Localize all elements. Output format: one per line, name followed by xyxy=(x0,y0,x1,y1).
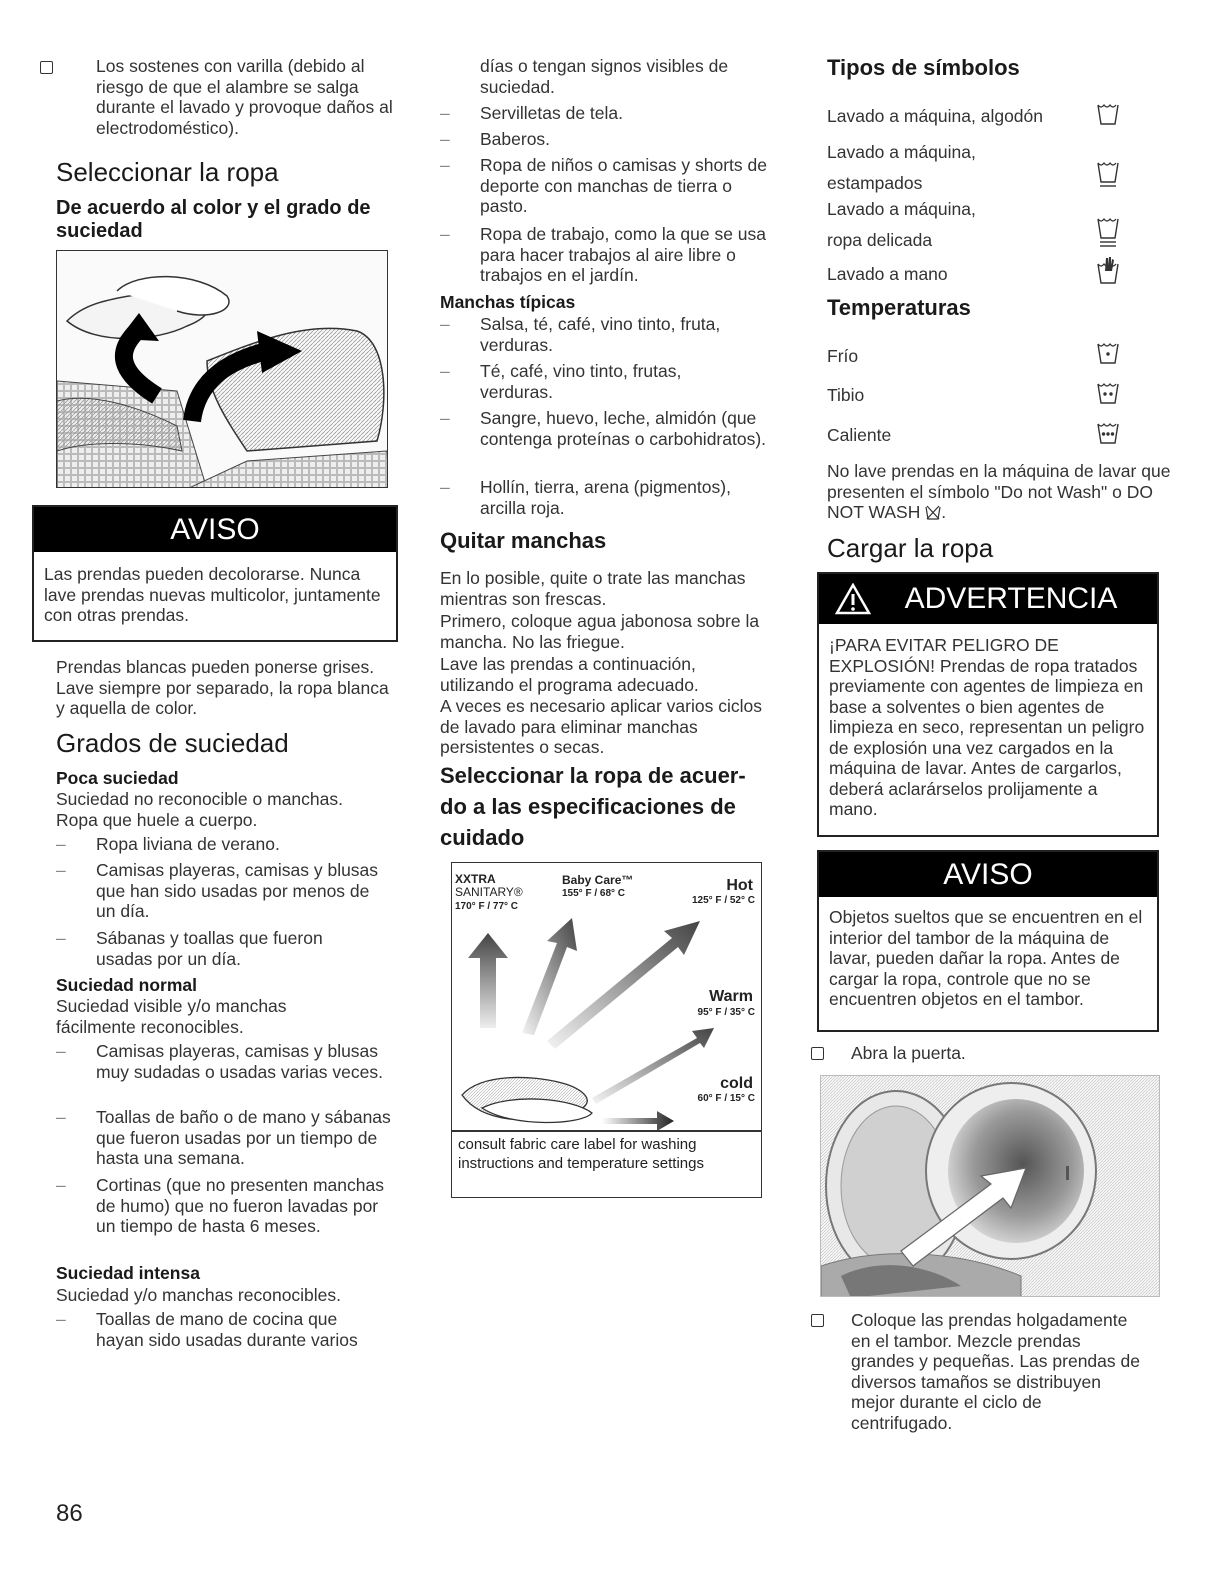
heading-temperatures: Temperaturas xyxy=(827,295,971,320)
notice-title: AVISO xyxy=(34,507,396,552)
notice-box-aviso xyxy=(32,505,398,642)
washtub-permanent-press-icon xyxy=(1097,160,1119,188)
label-hot: Hot xyxy=(726,877,753,894)
symbol-label: Lavado a máquina, estampados xyxy=(827,142,976,193)
hand-wash-icon xyxy=(1097,255,1119,285)
paragraph-light-soil: Suciedad no reconocible o manchas. Ropa que huele a cuerpo. xyxy=(56,789,343,830)
washtub-cotton-icon xyxy=(1097,102,1119,126)
symbol-label: Lavado a máquina, ropa delicada xyxy=(827,199,976,250)
temp-label-warm: Tibio xyxy=(827,385,865,405)
notice-text: Objetos sueltos que se encuentren en el interior del tambor de la máquina de lavar, pueden dañar la ropa. Antes de cargar la ropa, controle que no se encuentren objetos en el tambor. xyxy=(829,907,1143,1009)
temp-sanitary: 170° F / 77° C xyxy=(455,901,519,912)
checkbox-bullet-icon xyxy=(40,61,53,74)
warning-title: ADVERTENCIA xyxy=(904,582,1118,615)
temp-cold: 60° F / 15° C xyxy=(697,1093,755,1104)
heading-by-color: De acuerdo al color y el grado de suciedad xyxy=(56,197,371,242)
washtub-two-dots-icon xyxy=(1097,381,1119,405)
warning-triangle-icon xyxy=(835,583,871,615)
do-not-wash-icon xyxy=(925,504,941,520)
paragraph: A veces es necesario aplicar varios ciclos de lavado para eliminar manchas persistentes o secas. xyxy=(440,696,762,757)
heading-load-clothes: Cargar la ropa xyxy=(827,533,994,563)
label-warm: Warm xyxy=(709,988,753,1005)
washtub-delicate-icon xyxy=(1097,216,1119,248)
paragraph-normal-soil: Suciedad visible y/o manchas fácilmente reconocibles. xyxy=(56,996,287,1037)
warning-text: ¡PARA EVITAR PELIGRO DE EXPLOSIÓN! Prendas de ropa tratados previamente con agentes de limpieza en base a solventes o bien agentes de limpieza en seco, representan un peligro de explosión una vez cargados en la máquina de lavar. Antes de cargarlos, deberá aclarárselos prolijamente a mano. xyxy=(829,635,1145,819)
symbol-label: Lavado a mano xyxy=(827,264,948,284)
temp-label-hot: Caliente xyxy=(827,425,892,445)
care-caption: consult fabric care label for washing instructions and temperature settings xyxy=(458,1136,704,1172)
warning-box xyxy=(817,572,1159,837)
temp-label-cold: Frío xyxy=(827,346,859,366)
temp-babycare: 155° F / 68° C xyxy=(562,888,626,899)
temp-hot: 125° F / 52° C xyxy=(691,895,755,906)
paragraph: Primero, coloque agua jabonosa sobre la mancha. No las friegue. xyxy=(440,611,760,652)
heading-symbol-types: Tipos de símbolos xyxy=(827,55,1020,80)
washtub-three-dots-icon xyxy=(1097,421,1119,445)
page-number: 86 xyxy=(56,1500,83,1527)
notice-box-aviso xyxy=(817,850,1159,1032)
paragraph-whites: Prendas blancas pueden ponerse grises. Lave siempre por separado, la ropa blanca y aquella de color. xyxy=(56,657,389,718)
label-babycare: Baby Care™ xyxy=(562,873,634,887)
checkbox-bullet-icon xyxy=(811,1047,824,1060)
label-sanitary: SANITARY® xyxy=(455,885,523,899)
label-xxtra: XXTRA xyxy=(455,872,496,886)
paragraph-do-not-wash: No lave prendas en la máquina de lavar que presenten el símbolo "Do not Wash" o DO NOT WASH . xyxy=(827,461,1171,522)
heading-typical-stains: Manchas típicas xyxy=(440,292,576,312)
notice-title: AVISO xyxy=(819,852,1157,897)
temp-warm: 95° F / 35° C xyxy=(697,1007,755,1018)
laundry-sort-illustration xyxy=(56,250,388,488)
warning-title-bar xyxy=(819,574,1157,624)
paragraph: Lave las prendas a continuación, utilizando el programa adecuado. xyxy=(440,654,699,695)
notice-text: Las prendas pueden decolorarse. Nunca lave prendas nuevas multicolor, juntamente con otras prendas. xyxy=(44,564,381,625)
heading-soil-grades: Grados de suciedad xyxy=(56,728,289,758)
heading-heavy-soil: Suciedad intensa xyxy=(56,1263,200,1283)
heading-normal-soil: Suciedad normal xyxy=(56,975,198,995)
paragraph-heavy-soil: Suciedad y/o manchas reconocibles. xyxy=(56,1285,342,1305)
heading-select-clothes: Seleccionar la ropa xyxy=(56,157,279,187)
label-cold: cold xyxy=(720,1075,753,1092)
checkbox-bullet-icon xyxy=(811,1314,824,1327)
washtub-one-dot-icon xyxy=(1097,341,1119,365)
paragraph: En lo posible, quite o trate las manchas mientras son frescas. xyxy=(440,568,746,609)
heading-light-soil: Poca suciedad xyxy=(56,768,179,788)
washer-drum-illustration xyxy=(820,1075,1160,1297)
heading-remove-stains: Quitar manchas xyxy=(440,528,607,553)
symbol-label: Lavado a máquina, algodón xyxy=(827,106,1044,126)
paragraph-continued: días o tengan signos visibles de suciedad. xyxy=(480,56,729,97)
divider xyxy=(452,1130,761,1132)
care-temperature-chart xyxy=(451,862,762,1198)
heading-care-spec: Seleccionar la ropa de acuer-do a las especificaciones de cuidado xyxy=(440,763,746,850)
